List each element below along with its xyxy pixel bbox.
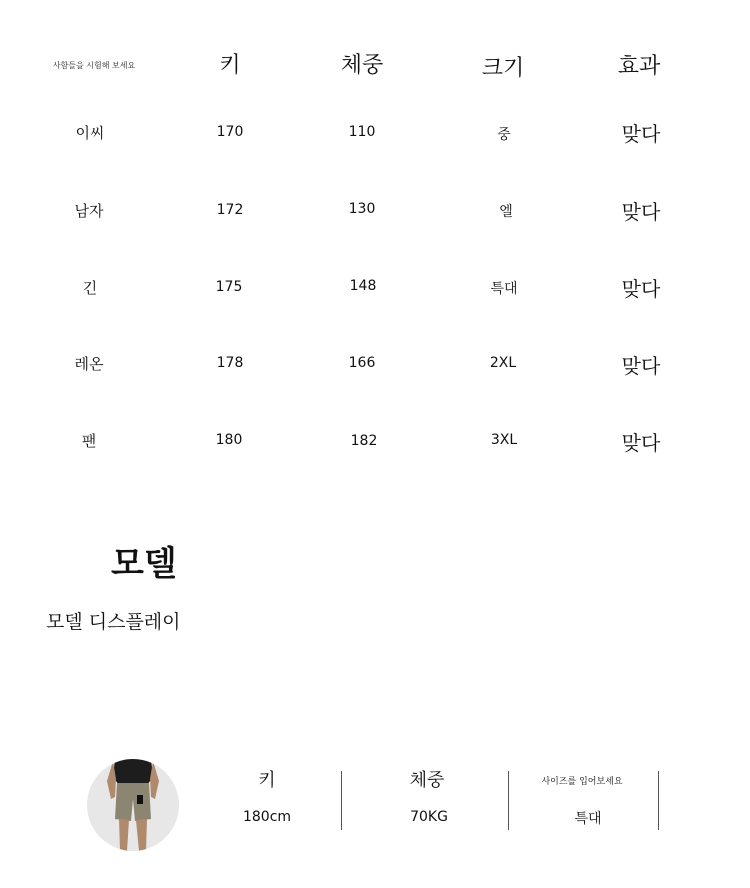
row-height: 178 xyxy=(216,355,244,371)
row-size: 엘 xyxy=(499,204,513,220)
stat-weight-value: 70KG xyxy=(410,809,448,825)
row-weight: 148 xyxy=(349,278,377,294)
row-weight: 166 xyxy=(348,355,376,371)
model-figure-icon xyxy=(87,759,179,851)
row-size: 중 xyxy=(497,127,511,143)
row-weight: 130 xyxy=(348,201,376,217)
row-name: 이씨 xyxy=(75,124,105,142)
stat-height-label: 키 xyxy=(258,770,276,791)
row-effect: 맞다 xyxy=(621,122,661,146)
row-height: 180 xyxy=(215,432,243,448)
header-try-label: 사함들을 시험해 보세요 xyxy=(52,61,136,70)
row-height: 175 xyxy=(215,279,243,295)
row-size: 특대 xyxy=(490,281,518,297)
row-name: 팬 xyxy=(81,432,97,450)
row-effect: 맞다 xyxy=(621,277,661,301)
header-height: 키 xyxy=(219,53,241,78)
header-size: 크기 xyxy=(481,56,525,81)
row-effect: 맞다 xyxy=(621,431,661,455)
row-height: 170 xyxy=(216,124,244,140)
stat-size-value: 특대 xyxy=(574,811,602,827)
model-avatar xyxy=(87,759,179,851)
row-name: 긴 xyxy=(82,279,98,297)
row-effect: 맞다 xyxy=(621,200,661,224)
header-effect: 효과 xyxy=(617,54,661,79)
divider xyxy=(508,771,509,830)
model-title: 모델 xyxy=(111,544,177,584)
row-name: 남자 xyxy=(74,202,104,220)
row-height: 172 xyxy=(216,202,244,218)
row-name: 레온 xyxy=(74,355,104,373)
stat-size-label: 사이즈를 입어보세요 xyxy=(541,777,623,787)
stat-height-value: 180cm xyxy=(242,809,292,825)
stat-weight-label: 체중 xyxy=(409,770,445,791)
row-weight: 182 xyxy=(350,433,378,449)
row-effect: 맞다 xyxy=(621,354,661,378)
row-size: 2XL xyxy=(489,355,517,371)
divider xyxy=(658,771,659,830)
header-weight: 체중 xyxy=(340,53,384,78)
model-subtitle: 모델 디스플레이 xyxy=(46,611,181,633)
divider xyxy=(341,771,342,830)
row-weight: 110 xyxy=(348,124,376,140)
row-size: 3XL xyxy=(490,432,518,448)
